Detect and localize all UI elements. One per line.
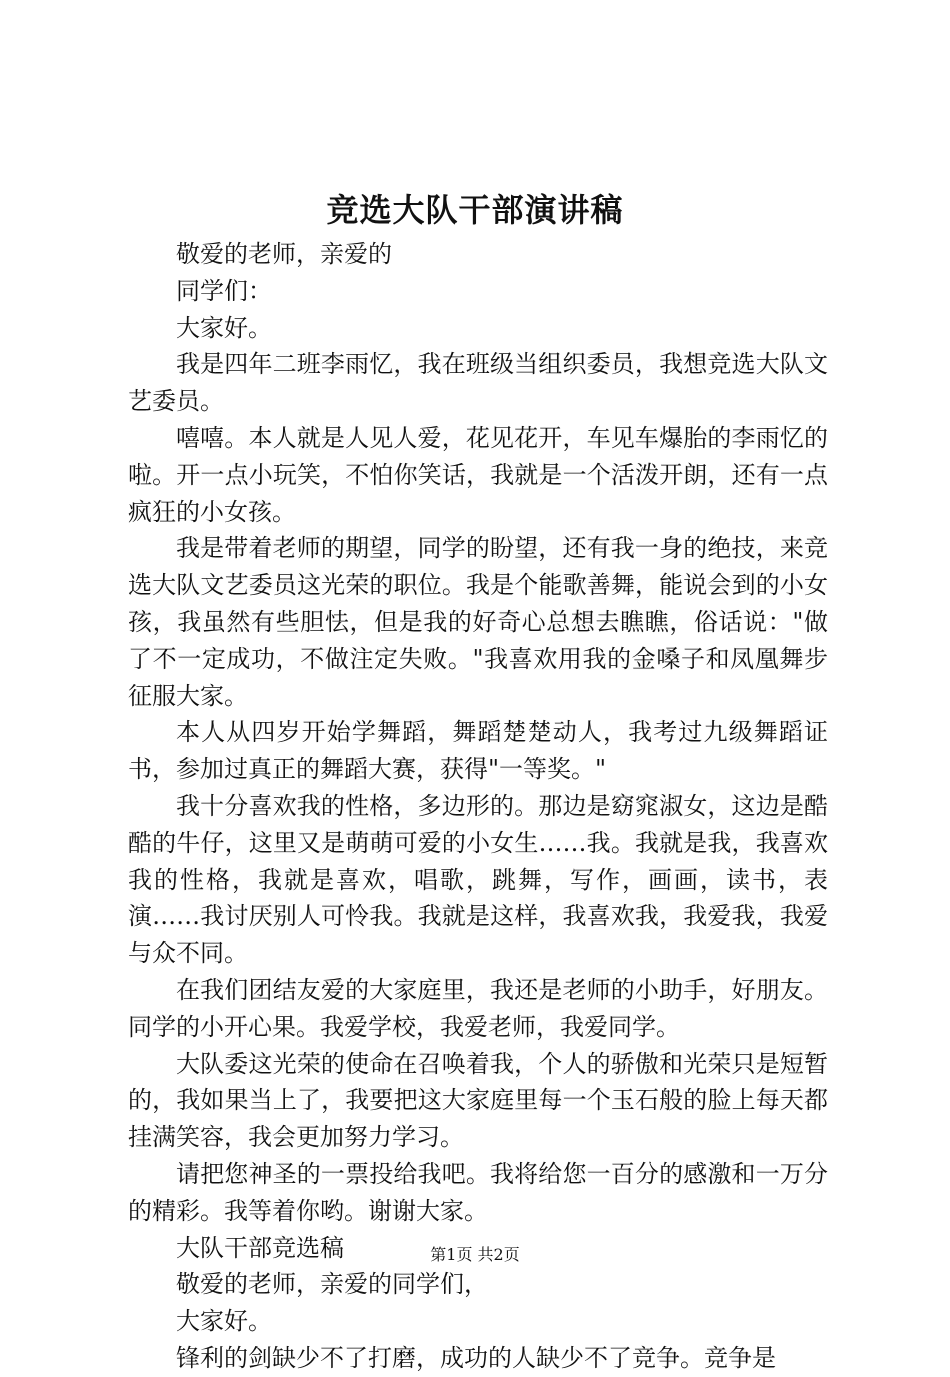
paragraph: 敬爱的老师，亲爱的 [176,240,392,268]
paragraph: 大队干部竞选稿 [176,1233,344,1262]
paragraph: 本人从四岁开始学舞蹈，舞蹈楚楚动人，我考过九级舞蹈证书，参加过真正的舞蹈大赛，获得"一等奖。" [128,718,828,784]
paragraph: 敬爱的老师，亲爱的同学们， [176,1270,488,1299]
page-title: 竞选大队干部演讲稿 [326,191,624,229]
paragraph: 我是带着老师的期望，同学的盼望，还有我一身的绝技，来竞选大队文艺委员这光荣的职位。我是个能歌善舞，能说会到的小女孩，我虽然有些胆怯，但是我的好奇心总想去瞧瞧，俗话说："做了不一定成功，不做注定失败。"我喜欢用我的金嗓子和凤凰舞步征服大家。 [128,534,828,710]
document-body [128,236,828,1377]
paragraph: 我十分喜欢我的性格，多边形的。那边是窈窕淑女，这边是酷酷的牛仔，这里又是萌萌可爱的小女生……我。我就是我，我喜欢我的性格，我就是喜欢，唱歌，跳舞，写作，画画，读书，表演……我讨厌别人可怜我。我就是这样，我喜欢我，我爱我，我爱与众不同。 [128,791,828,968]
paragraph: 大家好。 [176,313,272,342]
paragraph: 在我们团结友爱的大家庭里，我还是老师的小助手，好朋友。同学的小开心果。我爱学校，我爱老师，我爱同学。 [128,975,828,1041]
paragraph: 我是四年二班李雨忆，我在班级当组织委员，我想竞选大队文艺委员。 [128,350,828,416]
paragraph: 请把您神圣的一票投给我吧。我将给您一百分的感激和一万分的精彩。我等着你哟。谢谢大家。 [128,1159,828,1225]
paragraph: 大队委这光荣的使命在召唤着我，个人的骄傲和光荣只是短暂的，我如果当上了，我要把这大家庭里每一个玉石般的脸上每天都挂满笑容，我会更加努力学习。 [128,1049,828,1152]
paragraph: 嘻嘻。本人就是人见人爱，花见花开，车见车爆胎的李雨忆的啦。开一点小玩笑，不怕你笑话，我就是一个活泼开朗，还有一点疯狂的小女孩。 [128,423,828,526]
paragraph: 锋利的剑缺少不了打磨，成功的人缺少不了竞争。竞争是 [176,1343,776,1372]
page-footer: 第1页 共2页 [430,1245,520,1264]
paragraph: 大家好。 [176,1307,272,1336]
paragraph: 同学们： [176,276,272,305]
